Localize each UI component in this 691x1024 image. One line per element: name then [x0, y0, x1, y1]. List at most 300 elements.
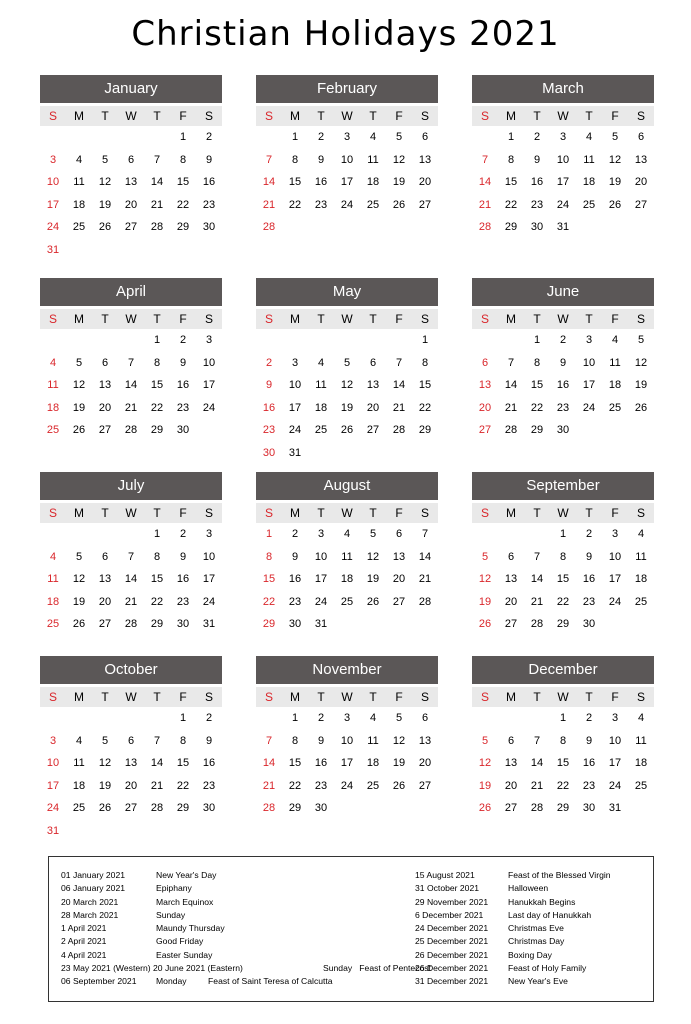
- day-cell: 10: [608, 550, 622, 563]
- holiday-date: 24 December 2021: [415, 923, 489, 934]
- day-cell: 18: [582, 176, 596, 188]
- weekday-label: T: [101, 690, 109, 704]
- day-cell: 16: [176, 573, 190, 585]
- day-cell: [40, 707, 66, 730]
- day-cell: 19: [608, 176, 622, 188]
- day-cell: 20: [504, 779, 518, 792]
- weekday-label: T: [317, 312, 325, 326]
- week-row: [256, 126, 438, 149]
- day-cell: 23: [176, 595, 190, 608]
- weekday-label: W: [125, 312, 137, 326]
- day-cell: 18: [366, 757, 380, 769]
- weekday-label: S: [420, 690, 429, 704]
- day-cell: 16: [582, 757, 596, 769]
- day-cell: 20: [418, 176, 432, 188]
- week-row: [472, 591, 654, 614]
- day-cell: 15: [556, 573, 570, 585]
- day-cell: [308, 329, 334, 352]
- weekday-label: W: [557, 109, 569, 123]
- day-cell: 11: [635, 734, 647, 747]
- day-cell: 17: [556, 176, 570, 188]
- day-cell: 1: [179, 131, 187, 143]
- weekday-label: M: [290, 312, 300, 326]
- day-cell: 4: [369, 712, 377, 724]
- weekday-label: S: [48, 312, 57, 326]
- day-cell: 24: [340, 779, 354, 792]
- day-cell: [66, 126, 92, 149]
- weekday-label: M: [290, 690, 300, 704]
- week-row: [256, 216, 438, 239]
- day-cell: [386, 797, 412, 820]
- day-cell: 18: [46, 595, 60, 608]
- day-cell: 7: [127, 356, 135, 369]
- week-row: [472, 613, 654, 636]
- weekday-label: T: [369, 109, 377, 123]
- holiday-name: Sunday: [156, 909, 186, 920]
- day-cell: [40, 329, 66, 352]
- weekday-label: M: [74, 312, 84, 326]
- day-cell: 8: [291, 734, 299, 747]
- weekday-label: T: [369, 312, 377, 326]
- day-cell: 25: [582, 198, 596, 211]
- weekday-label: S: [264, 690, 273, 704]
- week-row: [472, 126, 654, 149]
- day-cell: 13: [418, 734, 432, 747]
- day-cell: 5: [395, 131, 403, 143]
- month-june: [472, 278, 654, 442]
- week-row: [256, 374, 438, 397]
- day-cell: 25: [634, 779, 648, 792]
- day-cell: [360, 442, 386, 465]
- day-cell: 15: [504, 176, 518, 188]
- day-cell: 25: [72, 802, 86, 814]
- holiday-name: New Year's Day: [156, 870, 217, 880]
- week-row: [40, 126, 222, 149]
- weekday-label: W: [557, 312, 569, 326]
- day-cell: 29: [556, 618, 570, 630]
- day-cell: [472, 707, 498, 730]
- day-cell: [170, 820, 196, 843]
- week-row: [472, 397, 654, 420]
- holiday-date: 06 January 2021: [61, 883, 126, 894]
- month-august: [256, 472, 438, 636]
- week-row: [472, 523, 654, 546]
- weekday-header-row: [256, 687, 438, 707]
- day-cell: 27: [98, 618, 112, 630]
- day-cell: [472, 126, 498, 149]
- weekday-label: F: [611, 506, 619, 520]
- weekday-header-row: [40, 309, 222, 329]
- day-cell: [334, 613, 360, 636]
- day-cell: 29: [150, 618, 164, 630]
- day-cell: 17: [46, 198, 60, 211]
- weekday-label: S: [420, 312, 429, 326]
- day-cell: 22: [504, 198, 518, 211]
- day-cell: 21: [124, 595, 138, 608]
- day-cell: 9: [533, 153, 541, 166]
- day-cell: 2: [179, 528, 187, 540]
- holiday-name: Feast of Holy Family: [508, 963, 587, 974]
- week-row: [472, 568, 654, 591]
- weekday-label: S: [480, 109, 489, 123]
- month-april: [40, 278, 222, 442]
- day-cell: 11: [635, 550, 647, 563]
- day-cell: 11: [315, 379, 327, 391]
- holiday-name: Monday Feast of Saint Teresa of Calcutta: [156, 976, 333, 987]
- day-cell: 24: [288, 424, 302, 436]
- weekday-label: W: [557, 690, 569, 704]
- day-cell: [498, 707, 524, 730]
- day-cell: 27: [98, 424, 112, 436]
- day-cell: 24: [46, 221, 60, 233]
- day-cell: [386, 613, 412, 636]
- holiday-date: 23 May 2021 (Western) 20 June 2021 (Eastern): [61, 963, 243, 974]
- weekday-label: F: [179, 312, 187, 326]
- weekday-label: W: [341, 690, 353, 704]
- weekday-label: M: [506, 690, 516, 704]
- week-row: [40, 374, 222, 397]
- day-cell: 5: [395, 712, 403, 724]
- day-cell: 17: [608, 757, 622, 769]
- day-cell: 15: [176, 757, 190, 769]
- week-row: [40, 568, 222, 591]
- week-row: [472, 149, 654, 172]
- day-cell: 23: [262, 424, 276, 436]
- week-row: [472, 171, 654, 194]
- week-row: [256, 775, 438, 798]
- month-october: [40, 656, 222, 842]
- weekday-label: S: [420, 506, 429, 520]
- day-cell: 30: [556, 424, 570, 436]
- day-cell: 9: [559, 356, 567, 369]
- month-header: June: [472, 278, 654, 306]
- day-cell: 13: [98, 573, 112, 585]
- day-cell: 15: [150, 379, 164, 391]
- day-cell: 1: [153, 528, 161, 540]
- week-row: [40, 239, 222, 262]
- weekday-header-row: [256, 106, 438, 126]
- weekday-label: F: [395, 312, 403, 326]
- weekday-label: M: [290, 506, 300, 520]
- week-row: [40, 707, 222, 730]
- day-cell: 10: [340, 153, 354, 166]
- day-cell: 29: [530, 424, 544, 436]
- day-cell: [144, 707, 170, 730]
- day-cell: 13: [418, 153, 432, 166]
- day-cell: 10: [314, 550, 328, 563]
- day-cell: 11: [583, 153, 595, 166]
- week-row: [472, 546, 654, 569]
- day-cell: 5: [481, 734, 489, 747]
- day-cell: 27: [418, 198, 432, 211]
- day-cell: 2: [559, 334, 567, 346]
- day-cell: 21: [262, 198, 276, 211]
- week-row: [40, 352, 222, 375]
- weekday-header-row: [472, 106, 654, 126]
- day-cell: 27: [504, 802, 518, 814]
- day-cell: 17: [46, 779, 60, 792]
- day-cell: 27: [124, 221, 138, 233]
- day-cell: 4: [49, 550, 57, 563]
- day-cell: 15: [150, 573, 164, 585]
- day-cell: 16: [176, 379, 190, 391]
- holiday-date: 25 December 2021: [415, 936, 489, 947]
- day-cell: 24: [202, 401, 216, 414]
- month-may: [256, 278, 438, 464]
- day-cell: 22: [288, 198, 302, 211]
- day-cell: 17: [340, 176, 354, 188]
- day-cell: 15: [556, 757, 570, 769]
- day-cell: 15: [288, 757, 302, 769]
- day-cell: 6: [127, 153, 135, 166]
- day-cell: 6: [395, 528, 403, 540]
- month-july: [40, 472, 222, 636]
- day-cell: 15: [262, 573, 276, 585]
- day-cell: 17: [608, 573, 622, 585]
- day-cell: 16: [262, 401, 276, 414]
- day-cell: 9: [317, 734, 325, 747]
- week-row: [40, 752, 222, 775]
- day-cell: 19: [340, 401, 354, 414]
- day-cell: [144, 820, 170, 843]
- day-cell: 10: [46, 176, 60, 188]
- day-cell: 27: [366, 424, 380, 436]
- day-cell: 11: [367, 734, 379, 747]
- week-row: [256, 397, 438, 420]
- day-cell: 4: [611, 334, 619, 346]
- week-row: [40, 216, 222, 239]
- day-cell: 9: [179, 550, 187, 563]
- day-cell: 22: [288, 779, 302, 792]
- weekday-label: T: [101, 312, 109, 326]
- day-cell: 13: [392, 550, 406, 563]
- day-cell: 31: [202, 618, 216, 630]
- day-cell: 7: [153, 734, 161, 747]
- day-cell: 19: [634, 379, 648, 391]
- day-cell: 9: [291, 550, 299, 563]
- day-cell: [66, 707, 92, 730]
- day-cell: 8: [533, 356, 541, 369]
- week-row: [256, 707, 438, 730]
- day-cell: 21: [262, 779, 276, 792]
- day-cell: 28: [262, 802, 276, 814]
- day-cell: 22: [176, 779, 190, 792]
- holiday-name: Christmas Eve: [508, 923, 564, 934]
- day-cell: 26: [72, 424, 86, 436]
- day-cell: 7: [153, 153, 161, 166]
- day-cell: 1: [533, 334, 541, 346]
- day-cell: 22: [262, 595, 276, 608]
- day-cell: 19: [98, 198, 112, 211]
- day-cell: 25: [608, 401, 622, 414]
- weekday-label: S: [480, 690, 489, 704]
- weekday-header-row: [40, 106, 222, 126]
- day-cell: 24: [608, 779, 622, 792]
- day-cell: [412, 216, 438, 239]
- day-cell: 18: [634, 573, 648, 585]
- day-cell: 27: [504, 618, 518, 630]
- weekday-label: S: [636, 506, 645, 520]
- day-cell: 12: [608, 153, 622, 166]
- holiday-date: 06 September 2021: [61, 976, 137, 987]
- week-row: [472, 374, 654, 397]
- day-cell: 20: [366, 401, 380, 414]
- weekday-label: T: [153, 506, 161, 520]
- day-cell: 14: [150, 757, 164, 769]
- week-row: [472, 216, 654, 239]
- weekday-label: S: [48, 506, 57, 520]
- day-cell: 29: [418, 424, 432, 436]
- day-cell: [334, 216, 360, 239]
- day-cell: [118, 329, 144, 352]
- day-cell: [360, 613, 386, 636]
- day-cell: 7: [265, 734, 273, 747]
- day-cell: 2: [205, 131, 213, 143]
- weekday-label: T: [533, 690, 541, 704]
- weekday-label: S: [636, 690, 645, 704]
- day-cell: 9: [317, 153, 325, 166]
- day-cell: 11: [367, 153, 379, 166]
- day-cell: 16: [202, 757, 216, 769]
- day-cell: [576, 419, 602, 442]
- day-cell: 16: [314, 757, 328, 769]
- day-cell: 5: [101, 153, 109, 166]
- day-cell: 12: [478, 573, 492, 585]
- weekday-header-row: [40, 687, 222, 707]
- weekday-label: M: [74, 506, 84, 520]
- weekday-label: M: [290, 109, 300, 123]
- day-cell: 24: [340, 198, 354, 211]
- weekday-label: M: [506, 506, 516, 520]
- day-cell: 29: [504, 221, 518, 233]
- week-row: [256, 730, 438, 753]
- weekday-label: S: [480, 506, 489, 520]
- day-cell: 9: [585, 734, 593, 747]
- holiday-name: Halloween: [508, 883, 549, 894]
- day-cell: 12: [98, 757, 112, 769]
- day-cell: [360, 797, 386, 820]
- day-cell: 22: [176, 198, 190, 211]
- day-cell: 21: [530, 779, 544, 792]
- day-cell: 12: [72, 379, 86, 391]
- day-cell: 16: [530, 176, 544, 188]
- day-cell: 1: [421, 334, 429, 346]
- day-cell: 2: [533, 131, 541, 143]
- weekday-label: T: [153, 312, 161, 326]
- day-cell: 30: [202, 802, 216, 814]
- month-february: [256, 75, 438, 239]
- day-cell: 26: [392, 198, 406, 211]
- day-cell: 3: [205, 334, 213, 346]
- day-cell: 12: [392, 153, 406, 166]
- day-cell: 26: [478, 618, 492, 630]
- weekday-label: S: [48, 690, 57, 704]
- day-cell: [412, 797, 438, 820]
- day-cell: 26: [98, 802, 112, 814]
- day-cell: 7: [421, 528, 429, 540]
- day-cell: 15: [530, 379, 544, 391]
- day-cell: 30: [176, 424, 190, 436]
- day-cell: 26: [634, 401, 648, 414]
- day-cell: 1: [179, 712, 187, 724]
- day-cell: 28: [124, 424, 138, 436]
- day-cell: [66, 820, 92, 843]
- weekday-label: S: [480, 312, 489, 326]
- day-cell: 4: [369, 131, 377, 143]
- weekday-label: T: [585, 312, 593, 326]
- weekday-label: S: [636, 312, 645, 326]
- day-cell: 26: [366, 595, 380, 608]
- weekday-label: T: [101, 506, 109, 520]
- day-cell: 29: [288, 802, 302, 814]
- day-cell: 6: [101, 356, 109, 369]
- day-cell: [498, 523, 524, 546]
- day-cell: [196, 239, 222, 262]
- day-cell: 8: [265, 550, 273, 563]
- day-cell: 8: [559, 734, 567, 747]
- day-cell: 3: [611, 712, 619, 724]
- day-cell: 22: [556, 595, 570, 608]
- weekday-label: W: [341, 312, 353, 326]
- day-cell: 26: [608, 198, 622, 211]
- month-header: September: [472, 472, 654, 500]
- week-row: [472, 797, 654, 820]
- day-cell: 14: [478, 176, 492, 188]
- day-cell: 21: [418, 573, 432, 585]
- day-cell: 20: [504, 595, 518, 608]
- day-cell: 5: [75, 550, 83, 563]
- weekday-label: S: [636, 109, 645, 123]
- week-row: [256, 797, 438, 820]
- day-cell: 9: [585, 550, 593, 563]
- day-cell: 12: [478, 757, 492, 769]
- week-row: [472, 730, 654, 753]
- month-december: [472, 656, 654, 820]
- day-cell: 23: [582, 779, 596, 792]
- day-cell: 22: [418, 401, 432, 414]
- day-cell: 11: [609, 356, 621, 369]
- day-cell: 3: [585, 334, 593, 346]
- day-cell: 10: [556, 153, 570, 166]
- day-cell: [524, 707, 550, 730]
- day-cell: 30: [314, 802, 328, 814]
- day-cell: 15: [176, 176, 190, 188]
- day-cell: [334, 797, 360, 820]
- day-cell: 2: [317, 712, 325, 724]
- day-cell: 3: [343, 712, 351, 724]
- day-cell: 10: [582, 356, 596, 369]
- day-cell: 20: [392, 573, 406, 585]
- day-cell: 21: [392, 401, 406, 414]
- day-cell: 30: [262, 446, 276, 459]
- day-cell: 20: [124, 198, 138, 211]
- holiday-name: Hanukkah Begins: [508, 896, 576, 907]
- day-cell: [196, 820, 222, 843]
- day-cell: [602, 613, 628, 636]
- day-cell: 6: [369, 356, 377, 369]
- day-cell: [628, 613, 654, 636]
- day-cell: [628, 216, 654, 239]
- week-row: [472, 752, 654, 775]
- holiday-name: Maundy Thursday: [156, 923, 225, 934]
- day-cell: [472, 523, 498, 546]
- weekday-label: T: [585, 109, 593, 123]
- day-cell: 24: [608, 595, 622, 608]
- month-march: [472, 75, 654, 239]
- day-cell: 7: [507, 356, 515, 369]
- day-cell: [282, 216, 308, 239]
- day-cell: 31: [608, 802, 622, 814]
